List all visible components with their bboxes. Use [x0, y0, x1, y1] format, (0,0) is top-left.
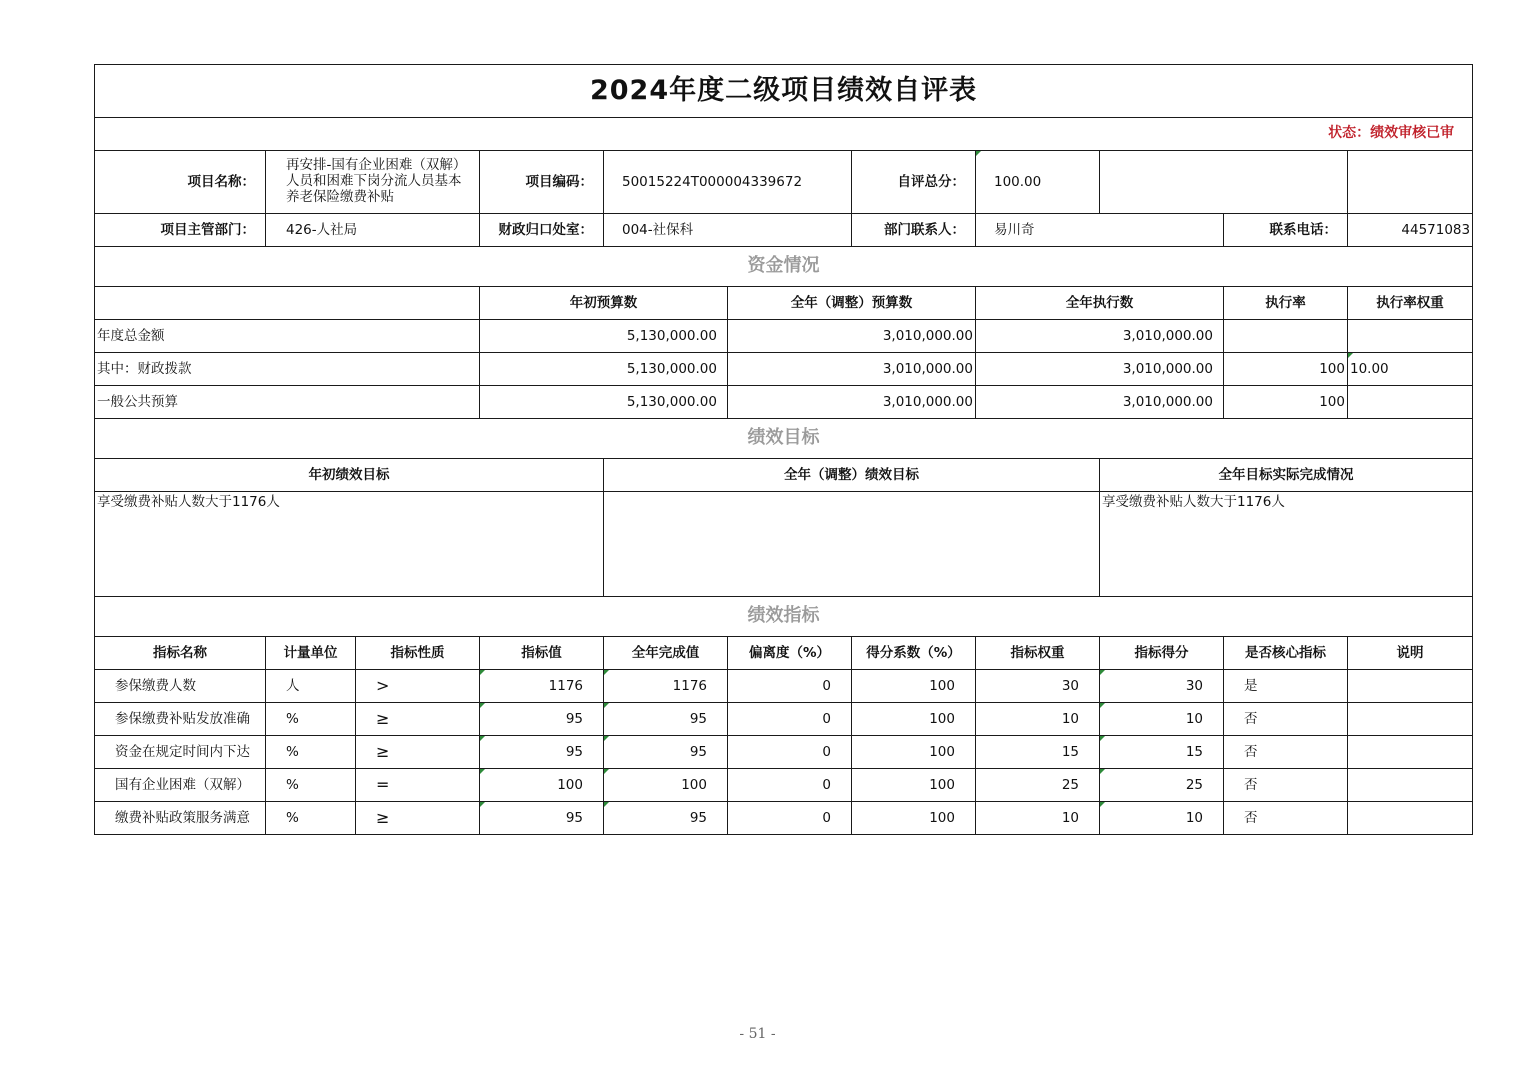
- ind-nature: ≥: [356, 703, 480, 736]
- ind-weight: 25: [976, 769, 1100, 802]
- finance-label: 财政归口处室：: [480, 214, 604, 247]
- funds-weight: [1348, 320, 1473, 353]
- ind-deviation: 0: [728, 802, 852, 835]
- funds-row: [95, 386, 1473, 419]
- section-goals-title: 绩效目标: [95, 419, 1473, 459]
- project-code-value: 50015224T000004339672: [604, 151, 852, 214]
- ind-target: 95: [480, 736, 604, 769]
- section-indicators-title: 绩效指标: [95, 597, 1473, 637]
- ind-header-score: 指标得分: [1100, 637, 1224, 670]
- ind-core: 否: [1224, 802, 1348, 835]
- ind-header-target: 指标值: [480, 637, 604, 670]
- funds-adjusted: 3,010,000.00: [728, 386, 976, 419]
- ind-note: [1348, 802, 1473, 835]
- ind-nature: ≥: [356, 802, 480, 835]
- funds-row-name: 年度总金额: [95, 320, 480, 353]
- contact-label: 部门联系人：: [852, 214, 976, 247]
- ind-header-name: 指标名称: [95, 637, 266, 670]
- ind-coef: 100: [852, 670, 976, 703]
- funds-weight: 10.00: [1348, 353, 1473, 386]
- ind-header-actual: 全年完成值: [604, 637, 728, 670]
- indicator-row: [95, 670, 1473, 703]
- funds-rate: 100: [1224, 353, 1348, 386]
- ind-nature: >: [356, 670, 480, 703]
- empty-cell: [1100, 151, 1348, 214]
- ind-actual: 1176: [604, 670, 728, 703]
- empty-cell: [1348, 151, 1473, 214]
- goals-row: [95, 492, 1473, 597]
- ind-deviation: 0: [728, 670, 852, 703]
- ind-name: 国有企业困难（双解）: [95, 769, 266, 802]
- performance-evaluation-table: [94, 64, 1473, 835]
- page-number: - 51 -: [739, 1026, 776, 1042]
- dept-value: 426-人社局: [266, 214, 480, 247]
- funds-initial: 5,130,000.00: [480, 386, 728, 419]
- funds-adjusted: 3,010,000.00: [728, 320, 976, 353]
- ind-note: [1348, 703, 1473, 736]
- ind-header-deviation: 偏离度（%）: [728, 637, 852, 670]
- ind-coef: 100: [852, 703, 976, 736]
- dept-label: 项目主管部门：: [95, 214, 266, 247]
- ind-name: 参保缴费补贴发放准确: [95, 703, 266, 736]
- funds-header-rate: 执行率: [1224, 287, 1348, 320]
- ind-header-coef: 得分系数（%）: [852, 637, 976, 670]
- ind-target: 95: [480, 703, 604, 736]
- self-score-label: 自评总分：: [852, 151, 976, 214]
- ind-score: 10: [1100, 802, 1224, 835]
- ind-deviation: 0: [728, 703, 852, 736]
- funds-weight: [1348, 386, 1473, 419]
- funds-initial: 5,130,000.00: [480, 320, 728, 353]
- contact-value: 易川奇: [976, 214, 1224, 247]
- info-row-2: [95, 214, 1473, 247]
- funds-adjusted: 3,010,000.00: [728, 353, 976, 386]
- indicators-header-row: [95, 637, 1473, 670]
- funds-executed: 3,010,000.00: [976, 353, 1224, 386]
- project-name-label: 项目名称：: [95, 151, 266, 214]
- ind-note: [1348, 736, 1473, 769]
- ind-note: [1348, 670, 1473, 703]
- indicator-row: [95, 703, 1473, 736]
- goal-actual-text: 享受缴费补贴人数大于1176人: [1100, 492, 1473, 597]
- ind-note: [1348, 769, 1473, 802]
- funds-header-weight: 执行率权重: [1348, 287, 1473, 320]
- goals-header-initial: 年初绩效目标: [95, 459, 604, 492]
- ind-name: 缴费补贴政策服务满意: [95, 802, 266, 835]
- funds-header-executed: 全年执行数: [976, 287, 1224, 320]
- phone-label: 联系电话：: [1224, 214, 1348, 247]
- indicator-row: [95, 769, 1473, 802]
- ind-target: 1176: [480, 670, 604, 703]
- goal-adjusted-text: [604, 492, 1100, 597]
- funds-executed: 3,010,000.00: [976, 320, 1224, 353]
- ind-weight: 10: [976, 802, 1100, 835]
- ind-unit: %: [266, 703, 356, 736]
- ind-nature: =: [356, 769, 480, 802]
- ind-header-core: 是否核心指标: [1224, 637, 1348, 670]
- project-name-value: 再安排-国有企业困难（双解）人员和困难下岗分流人员基本养老保险缴费补贴: [266, 151, 480, 214]
- funds-row-name: 一般公共预算: [95, 386, 480, 419]
- funds-header-adjusted: 全年（调整）预算数: [728, 287, 976, 320]
- ind-name: 参保缴费人数: [95, 670, 266, 703]
- ind-actual: 95: [604, 802, 728, 835]
- ind-score: 30: [1100, 670, 1224, 703]
- ind-actual: 95: [604, 703, 728, 736]
- self-score-value: 100.00: [976, 151, 1100, 214]
- ind-weight: 10: [976, 703, 1100, 736]
- ind-core: 否: [1224, 769, 1348, 802]
- goals-header-row: [95, 459, 1473, 492]
- ind-coef: 100: [852, 736, 976, 769]
- ind-score: 10: [1100, 703, 1224, 736]
- ind-coef: 100: [852, 769, 976, 802]
- goals-header-adjusted: 全年（调整）绩效目标: [604, 459, 1100, 492]
- funds-header-row: [95, 287, 1473, 320]
- info-row-1: [95, 151, 1473, 214]
- ind-unit: %: [266, 736, 356, 769]
- goal-initial-text: 享受缴费补贴人数大于1176人: [95, 492, 604, 597]
- ind-core: 是: [1224, 670, 1348, 703]
- ind-nature: ≥: [356, 736, 480, 769]
- funds-rate: 100: [1224, 386, 1348, 419]
- funds-row: [95, 353, 1473, 386]
- funds-row-name: 其中：财政拨款: [95, 353, 480, 386]
- indicator-row: [95, 736, 1473, 769]
- ind-header-unit: 计量单位: [266, 637, 356, 670]
- page-title: 2024年度二级项目绩效自评表: [95, 65, 1473, 118]
- ind-target: 100: [480, 769, 604, 802]
- ind-unit: %: [266, 769, 356, 802]
- ind-score: 25: [1100, 769, 1224, 802]
- ind-header-nature: 指标性质: [356, 637, 480, 670]
- ind-deviation: 0: [728, 736, 852, 769]
- ind-weight: 30: [976, 670, 1100, 703]
- ind-header-note: 说明: [1348, 637, 1473, 670]
- ind-unit: 人: [266, 670, 356, 703]
- funds-rate: [1224, 320, 1348, 353]
- ind-actual: 100: [604, 769, 728, 802]
- ind-weight: 15: [976, 736, 1100, 769]
- section-funds-title: 资金情况: [95, 247, 1473, 287]
- ind-actual: 95: [604, 736, 728, 769]
- empty-cell: [95, 287, 480, 320]
- status-badge: 状态：绩效审核已审: [95, 118, 1473, 151]
- funds-executed: 3,010,000.00: [976, 386, 1224, 419]
- phone-value: 44571083: [1348, 214, 1473, 247]
- ind-header-weight: 指标权重: [976, 637, 1100, 670]
- ind-core: 否: [1224, 736, 1348, 769]
- indicator-row: [95, 802, 1473, 835]
- finance-value: 004-社保科: [604, 214, 852, 247]
- goals-header-actual: 全年目标实际完成情况: [1100, 459, 1473, 492]
- ind-core: 否: [1224, 703, 1348, 736]
- funds-row: [95, 320, 1473, 353]
- project-code-label: 项目编码：: [480, 151, 604, 214]
- ind-target: 95: [480, 802, 604, 835]
- ind-coef: 100: [852, 802, 976, 835]
- ind-unit: %: [266, 802, 356, 835]
- ind-score: 15: [1100, 736, 1224, 769]
- funds-header-initial: 年初预算数: [480, 287, 728, 320]
- funds-initial: 5,130,000.00: [480, 353, 728, 386]
- ind-name: 资金在规定时间内下达: [95, 736, 266, 769]
- ind-deviation: 0: [728, 769, 852, 802]
